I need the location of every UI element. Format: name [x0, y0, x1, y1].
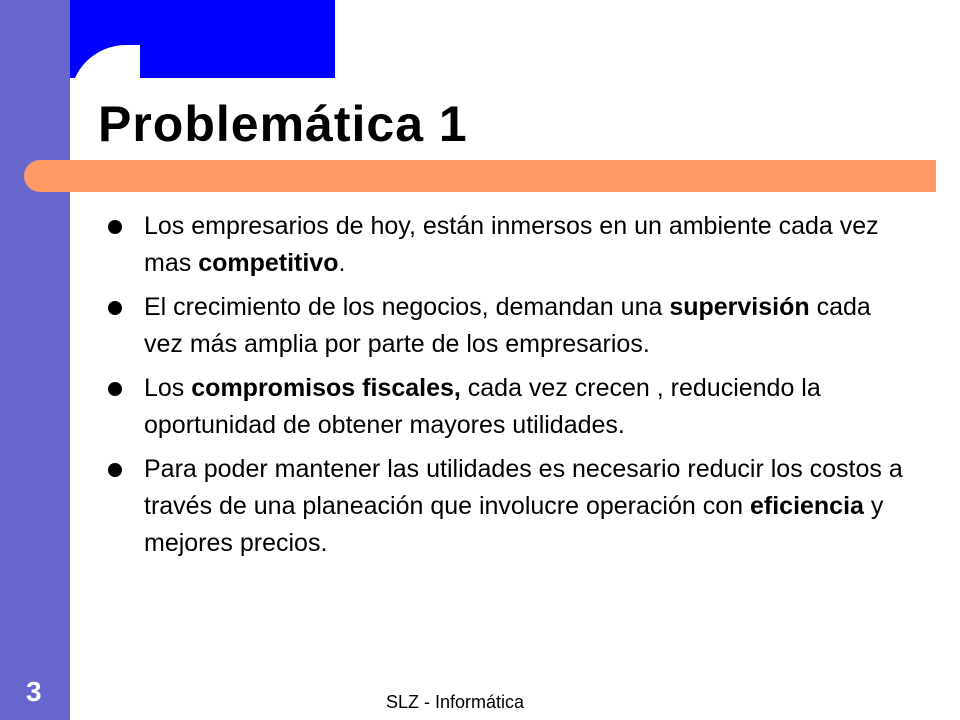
left-side-bar — [0, 0, 70, 720]
bullet-text — [144, 455, 903, 557]
bullet-text-segment: Para poder mantener las utilidades es necesario reducir los costos a través de una planeación que involucre operación con — [144, 455, 903, 520]
bullet-text-emphasis: eficiencia — [749, 492, 864, 520]
bullet-list — [108, 208, 908, 569]
bullet-dot-icon — [108, 220, 122, 234]
title-accent-band — [24, 160, 936, 192]
bullet-text — [144, 212, 879, 277]
bullet-text-segment: Los — [144, 374, 192, 402]
bullet-text-segment: cada vez más amplia por parte de los empresarios. — [144, 293, 871, 358]
bullet-item — [108, 370, 908, 444]
bullet-item — [108, 208, 908, 282]
bullet-text-segment: Los empresarios de hoy, están inmersos en un ambiente cada vez mas — [144, 212, 879, 277]
bullet-dot-icon — [108, 301, 122, 315]
bullet-dot-icon — [108, 382, 122, 396]
bullet-text — [144, 293, 871, 358]
bullet-text-segment: cada vez crecen , reduciendo la oportunidad de obtener mayores utilidades. — [144, 374, 821, 439]
bullet-text — [144, 374, 821, 439]
bullet-text-emphasis: supervisión — [669, 293, 810, 321]
bullet-text-segment: y mejores precios. — [144, 492, 884, 557]
slide-title: Problemática 1 — [98, 96, 468, 152]
bullet-text-segment: El crecimiento de los negocios, demandan una — [144, 293, 670, 321]
bullet-dot-icon — [108, 463, 122, 477]
bullet-item — [108, 451, 908, 562]
bullet-text-segment: . — [338, 249, 346, 277]
bullet-text-emphasis: compromisos fiscales, — [191, 374, 461, 402]
footer-text: SLZ - Informática — [386, 692, 525, 712]
page-number: 3 — [26, 676, 42, 707]
bullet-text-emphasis: competitivo — [198, 249, 339, 277]
bullet-item — [108, 289, 908, 363]
